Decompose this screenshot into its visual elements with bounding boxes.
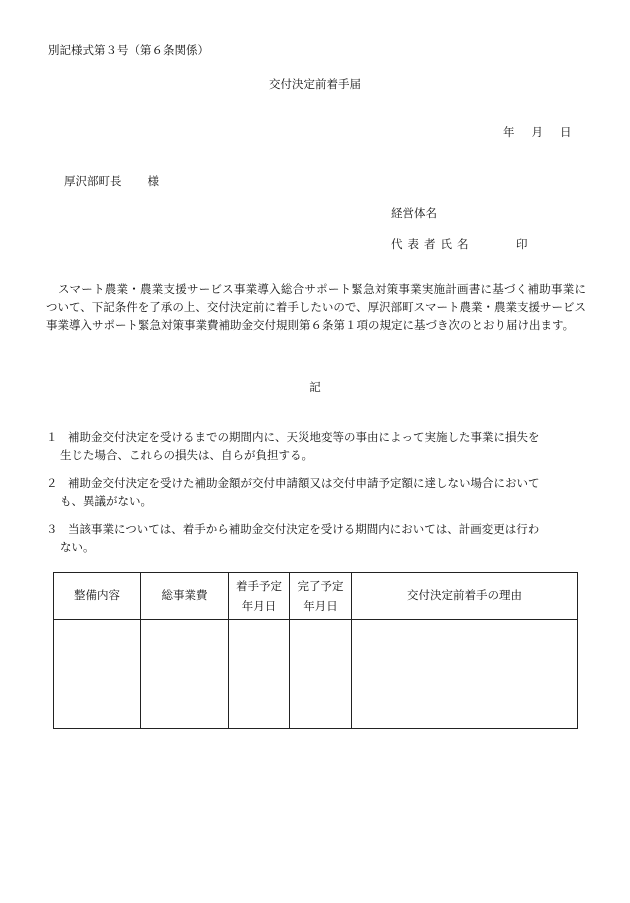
table-row <box>54 620 578 729</box>
condition-item <box>46 520 586 556</box>
cell-content[interactable] <box>54 620 141 729</box>
condition-number: ３ <box>46 522 58 536</box>
condition-continuation: も、異議がない。 <box>60 494 152 508</box>
header-reason: 交付決定前着手の理由 <box>352 573 578 620</box>
header-content: 整備内容 <box>54 573 141 620</box>
addressee <box>64 176 159 188</box>
body-paragraph: スマート農業・農業支援サービス事業導入総合サポート緊急対策事業実施計画書に基づく補助事業について、下記条件を了承の上、交付決定前に着手したいので、厚沢部町スマート農業・農業支援サービス事業導入サポート緊急対策事業費補助金交付規則第６条第１項の規定に基づき次のとおり届け出ます。 <box>46 282 586 332</box>
date-line <box>503 127 572 139</box>
addressee-honorific: 様 <box>147 174 159 188</box>
cell-start-date[interactable] <box>229 620 290 729</box>
date-month-label: 月 <box>531 125 543 139</box>
header-total-cost: 総事業費 <box>141 573 229 620</box>
date-day-label: 日 <box>560 125 572 139</box>
header-end-date-unit: 年月日 <box>303 599 338 613</box>
form-number: 別記様式第３号（第６条関係） <box>48 43 209 57</box>
header-start-planned-label: 着手予定 <box>236 579 282 593</box>
addressee-name: 厚沢部町長 <box>64 174 122 188</box>
condition-item <box>46 428 586 464</box>
document-title: 交付決定前着手届 <box>269 77 361 91</box>
header-end-planned-label: 完了予定 <box>297 579 344 593</box>
cell-reason[interactable] <box>352 620 578 729</box>
condition-number: ２ <box>46 476 58 490</box>
date-year-label: 年 <box>503 125 515 139</box>
schedule-table <box>53 572 578 729</box>
header-start-planned <box>229 573 290 620</box>
notes-heading: 記 <box>309 380 321 394</box>
condition-item <box>46 474 586 510</box>
condition-text: 補助金交付決定を受けた補助金額が交付申請額又は交付申請予定額に達しない場合において <box>68 476 540 490</box>
header-end-planned <box>290 573 352 620</box>
condition-text: 当該事業については、着手から補助金交付決定を受ける期間内においては、計画変更は行わ <box>68 522 540 536</box>
seal-label: 印 <box>516 237 528 251</box>
table-header-row <box>54 573 578 620</box>
header-start-date-unit: 年月日 <box>241 599 277 613</box>
cell-end-date[interactable] <box>290 620 352 729</box>
condition-continuation: 生じた場合、これらの損失は、自らが負担する。 <box>60 448 313 462</box>
condition-number: １ <box>46 430 58 444</box>
cell-total-cost[interactable] <box>141 620 229 729</box>
representative-name-label: 代表者氏名 <box>391 237 474 251</box>
applicant-entity-label: 経営体名 <box>391 206 437 220</box>
condition-continuation: ない。 <box>60 540 95 554</box>
condition-text: 補助金交付決定を受けるまでの期間内に、天災地変等の事由によって実施した事業に損失を <box>68 430 540 444</box>
